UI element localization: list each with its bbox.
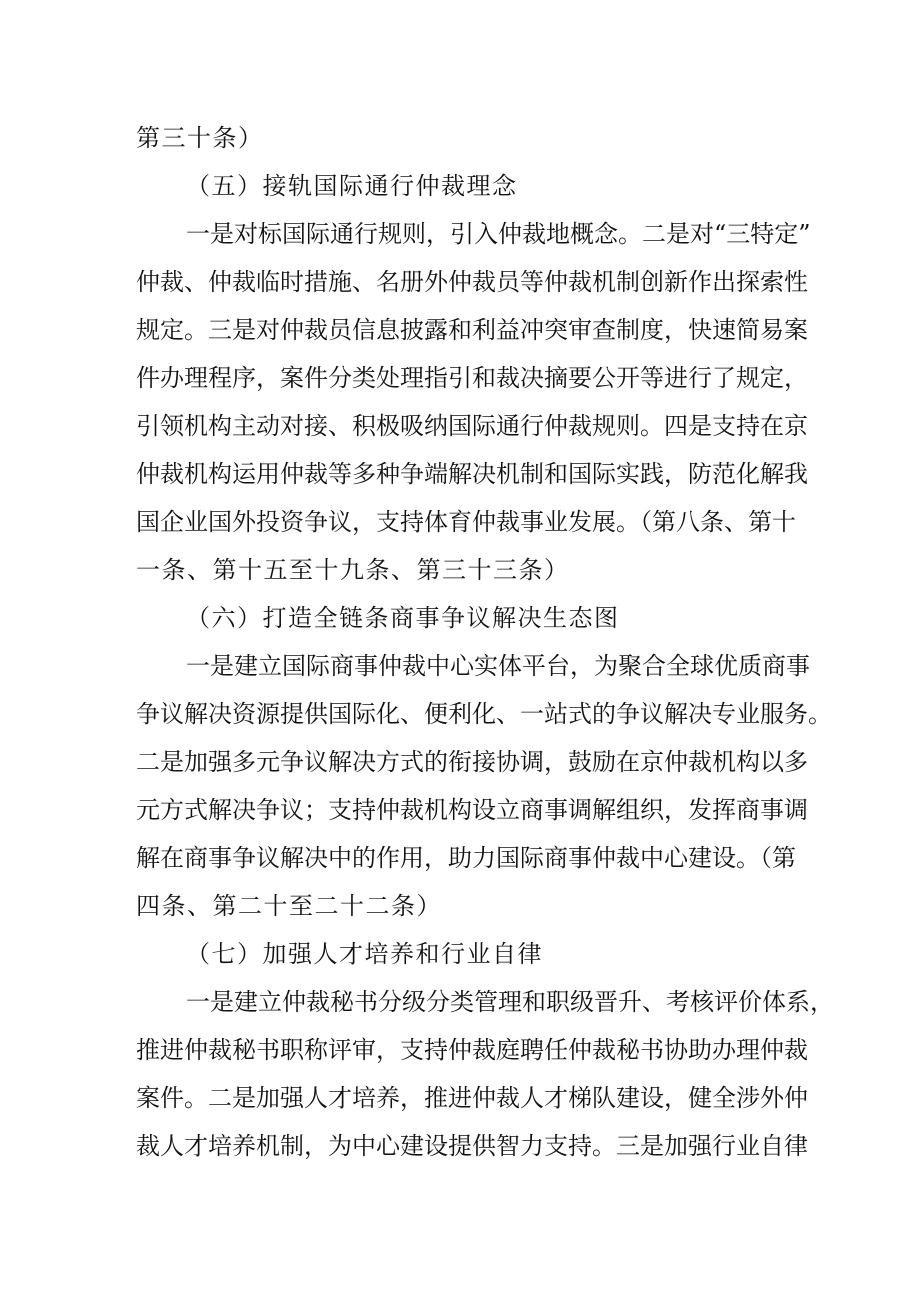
paragraph-line: 解在商事争议解决中的作用，助力国际商事仲裁中心建设。（第: [136, 844, 796, 872]
paragraph-line: 仲裁机构运用仲裁等多种争端解决机制和国际实践，防范化解我: [136, 460, 808, 488]
paragraph-line: 引领机构主动对接、积极吸纳国际通行仲裁规则。四是支持在京: [136, 412, 808, 440]
section-heading-six: （六）打造全链条商事争议解决生态图: [186, 604, 620, 632]
section-heading-five: （五）接轨国际通行仲裁理念: [186, 172, 518, 200]
section-heading-seven: （七）加强人才培养和行业自律: [186, 940, 543, 968]
paragraph-line: 争议解决资源提供国际化、便利化、一站式的争议解决专业服务。: [136, 700, 832, 728]
paragraph-line: 规定。三是对仲裁员信息披露和利益冲突审查制度，快速简易案: [136, 316, 808, 344]
paragraph-line: 仲裁、仲裁临时措施、名册外仲裁员等仲裁机制创新作出探索性: [136, 268, 808, 296]
paragraph-line: 第三十条）: [136, 124, 264, 152]
paragraph-line: 一是建立仲裁秘书分级分类管理和职级晋升、考核评价体系，: [186, 988, 834, 1016]
paragraph-line: 国企业国外投资争议，支持体育仲裁事业发展。（第八条、第十: [136, 508, 796, 536]
paragraph-line: 一是建立国际商事仲裁中心实体平台，为聚合全球优质商事: [186, 652, 810, 680]
paragraph-line: 一是对标国际通行规则，引入仲裁地概念。二是对“三特定”: [186, 220, 811, 248]
paragraph-line: 裁人才培养机制，为中心建设提供智力支持。三是加强行业自律: [136, 1132, 808, 1160]
paragraph-line: 二是加强多元争议解决方式的衔接协调，鼓励在京仲裁机构以多: [136, 748, 808, 776]
paragraph-line: 推进仲裁秘书职称评审，支持仲裁庭聘任仲裁秘书协助办理仲裁: [136, 1036, 808, 1064]
paragraph-line: 四条、第二十至二十二条）: [136, 892, 442, 920]
paragraph-line: 案件。二是加强人才培养，推进仲裁人才梯队建设，健全涉外仲: [136, 1084, 808, 1112]
paragraph-line: 一条、第十五至十九条、第三十三条）: [136, 556, 570, 584]
paragraph-line: 件办理程序，案件分类处理指引和裁决摘要公开等进行了规定，: [136, 364, 808, 392]
paragraph-line: 元方式解决争议；支持仲裁机构设立商事调解组织，发挥商事调: [136, 796, 808, 824]
